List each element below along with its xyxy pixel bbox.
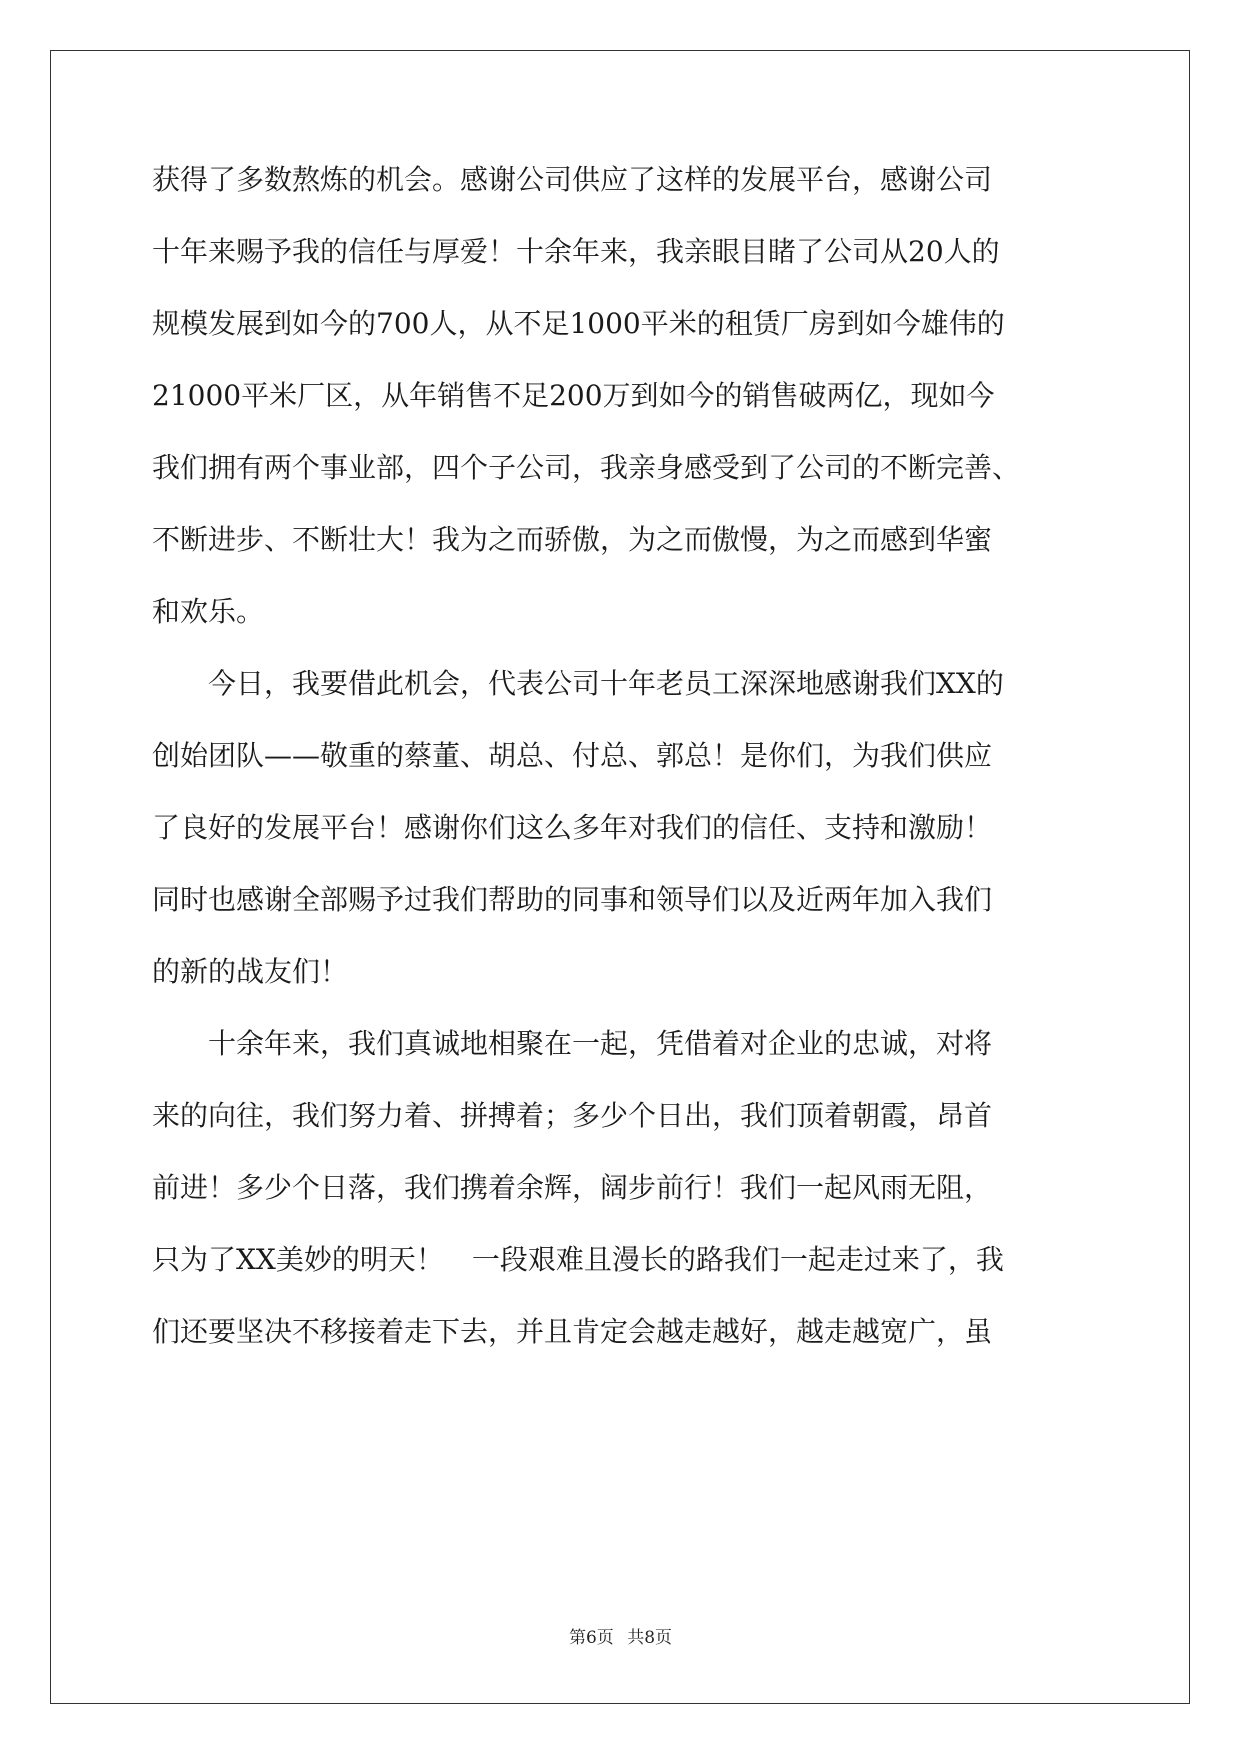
text-line-17: 们还要坚决不移接着走下去，并且肯定会越走越好，越走越宽广，虽: [152, 1315, 993, 1348]
page-border: [50, 50, 1190, 1704]
current-page-label: 第6页: [568, 1628, 614, 1648]
text-line-16: 只为了XX美妙的明天！ 一段艰难且漫长的路我们一起走过来了，我: [152, 1243, 1004, 1276]
text-line-12: 的新的战友们！: [152, 955, 349, 988]
text-line-13: 十余年来，我们真诚地相聚在一起，凭借着对企业的忠诚，对将: [152, 1027, 993, 1060]
text-line-2: 十年来赐予我的信任与厚爱！十余年来，我亲眼目睹了公司从20人的: [152, 235, 1000, 268]
text-line-9: 创始团队——敬重的蔡董、胡总、付总、郭总！是你们，为我们供应: [152, 739, 993, 772]
text-line-6: 不断进步、不断壮大！我为之而骄傲，为之而傲慢，为之而感到华蜜: [152, 523, 993, 556]
text-line-4: 21000平米厂区，从年销售不足200万到如今的销售破两亿，现如今: [152, 379, 995, 412]
text-line-1: 获得了多数熬炼的机会。感谢公司供应了这样的发展平台，感谢公司: [152, 163, 993, 196]
text-line-10: 了良好的发展平台！感谢你们这么多年对我们的信任、支持和激励！: [152, 811, 993, 844]
page-footer: [0, 1626, 1241, 1650]
text-line-3: 规模发展到如今的700人，从不足1000平米的租赁厂房到如今雄伟的: [152, 307, 1005, 340]
text-line-7: 和欢乐。: [152, 595, 265, 628]
text-line-5: 我们拥有两个事业部，四个子公司，我亲身感受到了公司的不断完善、: [152, 451, 1021, 484]
total-pages-label: 共8页: [627, 1628, 673, 1648]
text-line-15: 前进！多少个日落，我们携着余辉，阔步前行！我们一起风雨无阻，: [152, 1171, 993, 1204]
text-line-11: 同时也感谢全部赐予过我们帮助的同事和领导们以及近两年加入我们: [152, 883, 993, 916]
text-line-8: 今日，我要借此机会，代表公司十年老员工深深地感谢我们XX的: [152, 667, 1004, 700]
text-line-14: 来的向往，我们努力着、拼搏着；多少个日出，我们顶着朝霞，昂首: [152, 1099, 993, 1132]
